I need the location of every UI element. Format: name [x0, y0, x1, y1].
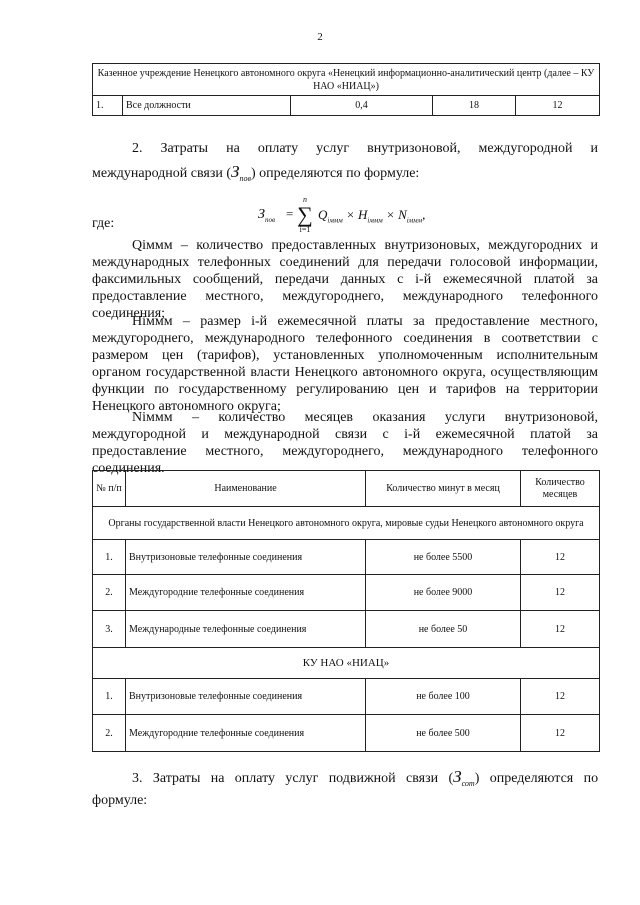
- table-row: [93, 96, 600, 116]
- para2-line2: международной связи $(З_{пов})$ определяются по формуле:: [92, 162, 420, 183]
- table1-name: Все должности: [123, 96, 291, 116]
- th-months: Количество месяцев: [521, 471, 600, 507]
- def-n: Niммм – количество месяцев оказания услуги внутризоновой, междугородной и международной связи с i-й ежемесячной платой за предоставление местного, междугороднего, международного телефонного соединения.: [92, 410, 598, 476]
- th-minutes: Количество минут в месяц: [366, 471, 521, 507]
- formula-lhs: $З_{пов}$: [258, 207, 275, 224]
- table-niac-positions: [92, 63, 600, 116]
- table-row: 3. Международные телефонные соединения не более 50 12: [93, 611, 600, 648]
- table2-section-niac: КУ НАО «НИАЦ»: [93, 648, 600, 679]
- th-num: № п/п: [93, 471, 126, 507]
- para3-line1: 3. Затраты на оплату услуг подвижной связи $(З_{сот})$ определяются по: [132, 767, 599, 788]
- para3-line2: формуле:: [92, 792, 148, 808]
- symbol-z-pov: З: [231, 162, 240, 181]
- where-label: где:: [92, 216, 115, 231]
- def-h: Hiммм – размер i-й ежемесячной платы за предоставление местного, междугороднего, международного телефонного соединения в соответствии с размером цен (тарифов), установленных уполномоченным исполнительным органом государственной власти Ненецкого автономного округа, осуществляющим функции по государственному регулированию цен и тарифов на территории Ненецкого автономного округа;: [92, 314, 598, 414]
- table-row: 2. Междугородние телефонные соединения не более 500 12: [93, 715, 600, 752]
- formula-rhs: $Q_{iммм} \times H_{iммм} \times N_{iммм}$,: [318, 207, 426, 225]
- page-number: 2: [317, 31, 323, 43]
- para2: [92, 140, 598, 187]
- para3: [92, 768, 598, 809]
- table2-header-row: [93, 471, 600, 507]
- table2-section-gov: Органы государственной власти Ненецкого автономного округа, мировые судьи Ненецкого автономного округа: [93, 507, 600, 540]
- table-row: 1. Внутризоновые телефонные соединения не более 5500 12: [93, 540, 600, 575]
- table-phone-limits: [92, 470, 600, 752]
- para2-line1: 2. Затраты на оплату услуг внутризоновой, междугородной и: [132, 141, 598, 156]
- table1-v1: 0,4: [291, 96, 433, 116]
- table1-v2: 18: [433, 96, 516, 116]
- table1-num: 1.: [93, 96, 123, 116]
- formula-eq: =: [286, 206, 294, 221]
- sum-symbol: n ∑ i=1: [297, 195, 313, 234]
- table-row: 1. Внутризоновые телефонные соединения не более 100 12: [93, 679, 600, 715]
- th-name: Наименование: [126, 471, 366, 507]
- table1-header: Казенное учреждение Ненецкого автономного округа «Ненецкий информационно-аналитический центр (далее – КУ НАО «НИАЦ»): [93, 64, 600, 96]
- def-q: Qiммм – количество предоставленных внутризоновых, междугородних и международных телефонных соединений для передачи голосовой информации, факсимильных сообщений, передачи данных с i-й ежемесячной платой за предоставление местного, междугороднего, международного телефонного соединения;: [92, 238, 598, 321]
- table1-v3: 12: [516, 96, 600, 116]
- table-row: 2. Междугородние телефонные соединения не более 9000 12: [93, 575, 600, 611]
- symbol-z-sot: З: [453, 767, 462, 786]
